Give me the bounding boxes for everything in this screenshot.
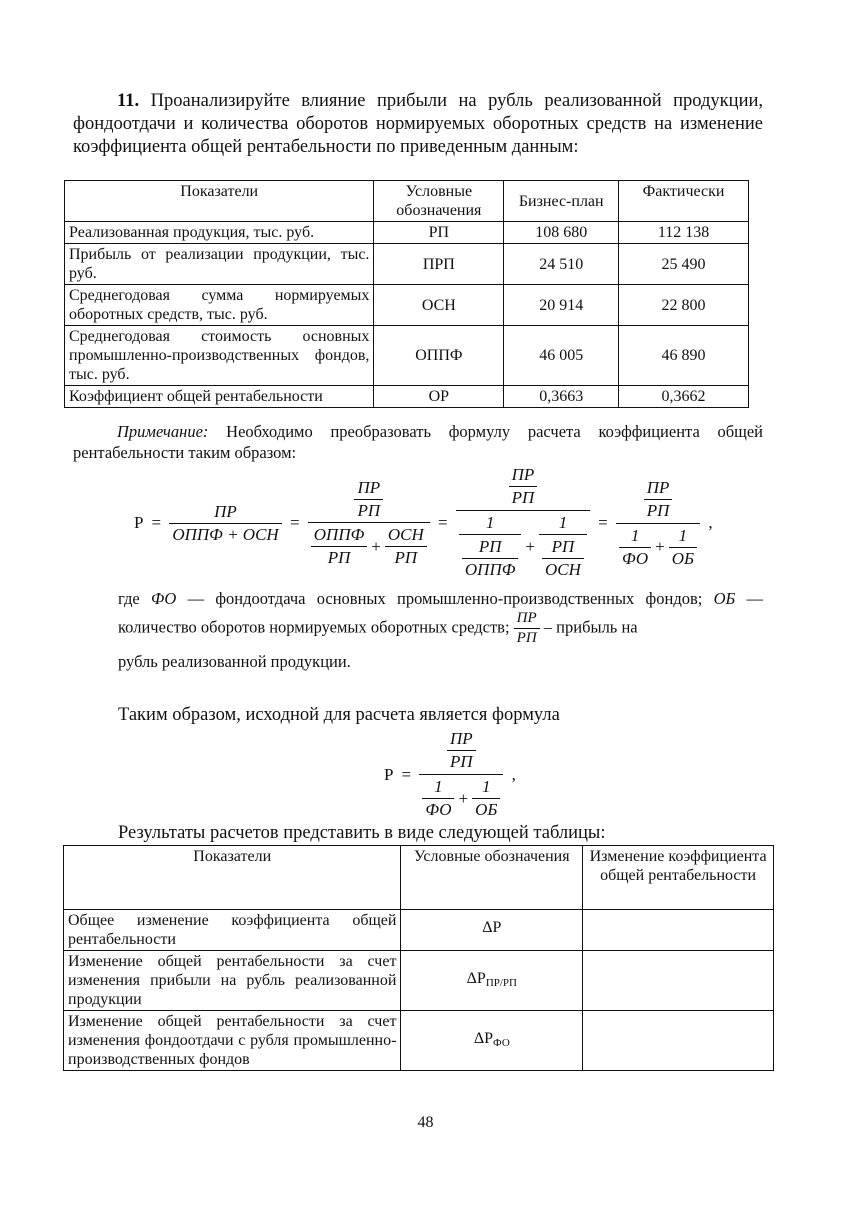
profitability-formula-expanded: P = $\frac{ПР}{\text{ОППФ + ОСН}}$ = $\frac{ПР}{РП}$ $\frac{\text{ОППФ}}{РП}$ + $\frac{\text{ОСН}}{РП}$ = $\frac{ПР}{РП}$ $\frac{1}{\frac{РП}{\text{ОППФ}}}$ + $\frac{1}{\frac{РП}{\text{ОСН}}}$ = $\frac{ПР}{РП}$ $\frac{1}{ФО}$ + $\frac{1}{ОБ}$ , bbox=[130, 463, 717, 583]
row-value-cell bbox=[583, 951, 774, 1011]
fraction-final: $\frac{ПР}{РП}$ $\frac{1}{ФО}$ + $\frac{1}{ОБ}$ bbox=[419, 727, 503, 822]
results-intro: Результаты расчетов представить в виде следующей таблицы: bbox=[118, 823, 606, 843]
table-row bbox=[65, 386, 749, 408]
row-fact: 0,3662 bbox=[619, 386, 749, 408]
row-name: Коэффициент общей рентабельности bbox=[65, 386, 374, 408]
row-plan: 20 914 bbox=[504, 285, 619, 326]
where-paragraph: где ФО — фондоотдача основных промышленно-производственных фондов; ОБ — количество оборотов нормируемых оборотных средств; $\frac{ПР}{РП}$ – прибыль на bbox=[118, 589, 764, 646]
results-table bbox=[63, 845, 774, 1071]
fraction-3: $\frac{ПР}{РП}$ $\frac{1}{\frac{РП}{\text{ОППФ}}}$ + $\frac{1}{\frac{РП}{\text{ОСН}}}$ bbox=[456, 463, 590, 583]
row-fact: 22 800 bbox=[619, 285, 749, 326]
table-row bbox=[64, 951, 774, 1011]
fraction-2: $\frac{ПР}{РП}$ $\frac{\text{ОППФ}}{РП}$ + $\frac{\text{ОСН}}{РП}$ bbox=[308, 476, 430, 570]
row-name: Среднегодовая сумма нормируемых оборотных средств, тыс. руб. bbox=[65, 285, 374, 326]
row-fact: 112 138 bbox=[619, 222, 749, 244]
row-symbol: ОСН bbox=[374, 285, 504, 326]
row-symbol: ОР bbox=[374, 386, 504, 408]
fraction-1: $\frac{ПР}{\text{ОППФ + ОСН}}$ bbox=[169, 501, 281, 546]
table-row bbox=[65, 222, 749, 244]
row-plan: 0,3663 bbox=[504, 386, 619, 408]
header-symbols: Условные обозначения bbox=[401, 846, 583, 910]
fraction-4: $\frac{ПР}{РП}$ $\frac{1}{ФО}$ + $\frac{1}{ОБ}$ bbox=[616, 476, 700, 571]
header-plan: Бизнес-план bbox=[504, 181, 619, 222]
row-plan: 24 510 bbox=[504, 244, 619, 285]
profitability-formula: P = $\frac{ПР}{РП}$ $\frac{1}{ФО}$ + $\frac{1}{ОБ}$ , bbox=[380, 727, 520, 822]
row-name: Реализованная продукция, тыс. руб. bbox=[65, 222, 374, 244]
row-value-cell bbox=[583, 1011, 774, 1071]
row-name: Среднегодовая стоимость основных промышленно-производственных фондов, тыс. руб. bbox=[65, 326, 374, 386]
row-name: Общее изменение коэффициента общей рентабельности bbox=[64, 910, 401, 951]
task-paragraph bbox=[73, 90, 763, 159]
header-fact: Фактически bbox=[619, 181, 749, 222]
row-symbol: ОППФ bbox=[374, 326, 504, 386]
row-plan: 46 005 bbox=[504, 326, 619, 386]
table-row bbox=[64, 910, 774, 951]
table-header-row bbox=[64, 846, 774, 910]
row-name: Изменение общей рентабельности за счет изменения прибыли на рубль реализованной продукции bbox=[64, 951, 401, 1011]
header-indicators: Показатели bbox=[65, 181, 374, 222]
source-data-table bbox=[64, 180, 749, 408]
row-symbol: $\Delta Р_{ПР/РП}$ bbox=[401, 951, 583, 1011]
row-plan: 108 680 bbox=[504, 222, 619, 244]
note-text: Необходимо преобразовать формулу расчета коэффициента общей рентабельности таким образом: bbox=[73, 422, 763, 462]
note-paragraph bbox=[73, 421, 763, 463]
table-row bbox=[65, 326, 749, 386]
note-label: Примечание: bbox=[117, 422, 209, 441]
table-row bbox=[65, 244, 749, 285]
row-symbol: $\Delta Р_{ФО}$ bbox=[401, 1011, 583, 1071]
page-number: 48 bbox=[417, 1114, 434, 1131]
header-symbols: Условные обозначения bbox=[374, 181, 504, 222]
row-symbol: РП bbox=[374, 222, 504, 244]
task-text: Проанализируйте влияние прибыли на рубль реализованной продукции, фондоотдачи и количества оборотов нормируемых оборотных средств на изменение коэффициента общей рентабельности по приведенным данным: bbox=[73, 91, 763, 157]
row-name: Прибыль от реализации продукции, тыс. руб. bbox=[65, 244, 374, 285]
row-name: Изменение общей рентабельности за счет изменения фондоотдачи с рубля промышленно-производственных фондов bbox=[64, 1011, 401, 1071]
row-fact: 25 490 bbox=[619, 244, 749, 285]
header-indicators: Показатели bbox=[64, 846, 401, 910]
lead2-text: Таким образом, исходной для расчета является формула bbox=[118, 705, 560, 725]
task-number: 11. bbox=[117, 91, 140, 111]
where-rest: рубль реализованной продукции. bbox=[118, 652, 351, 671]
table-header-row bbox=[65, 181, 749, 222]
table-row bbox=[65, 285, 749, 326]
table-row bbox=[64, 1011, 774, 1071]
row-value-cell bbox=[583, 910, 774, 951]
row-fact: 46 890 bbox=[619, 326, 749, 386]
header-change: Изменение коэффициента общей рентабельности bbox=[583, 846, 774, 910]
pr-rp-fraction: $\frac{ПР}{РП}$ bbox=[514, 609, 540, 648]
row-symbol: ΔР bbox=[401, 910, 583, 951]
row-symbol: ПРП bbox=[374, 244, 504, 285]
